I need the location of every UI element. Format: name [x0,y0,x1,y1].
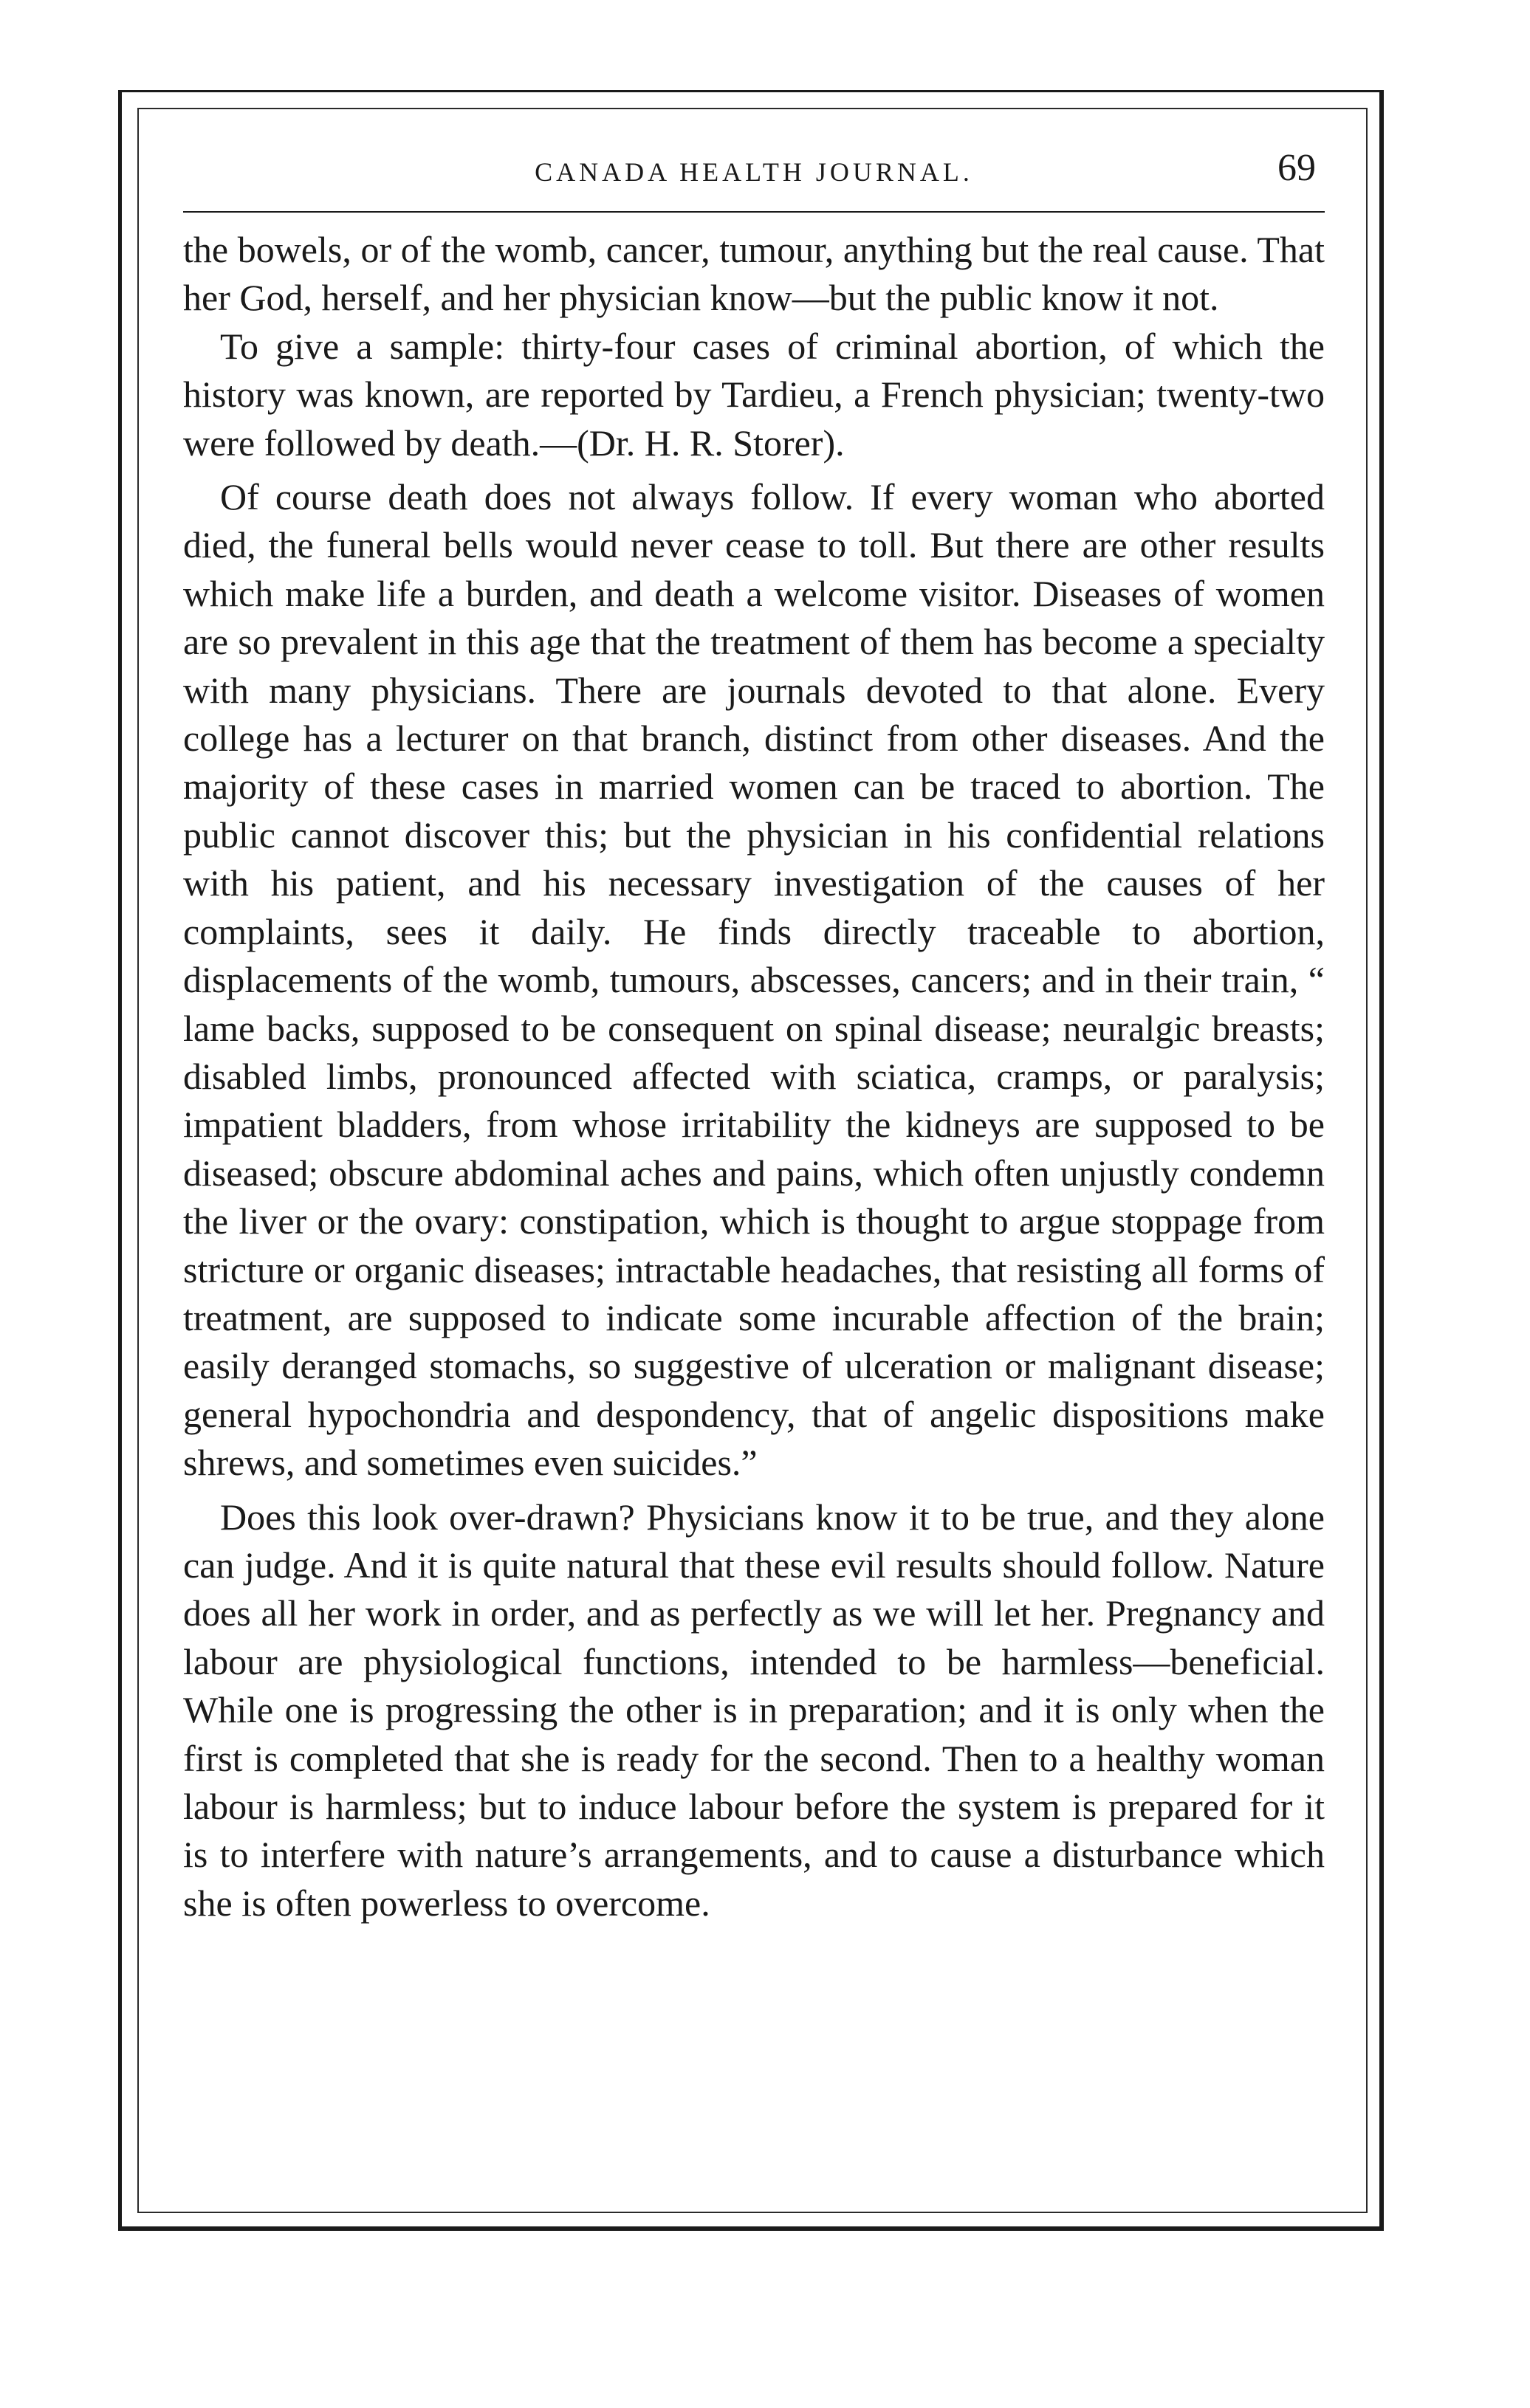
page-number: 69 [1277,147,1316,189]
journal-title: CANADA HEALTH JOURNAL. [535,157,973,187]
running-head [183,140,1325,211]
paragraph-3: Of course death does not always follow. If every woman who aborted died, the funeral bells would never cease to toll. But there are other results which make life a burden, and death a welcome visitor. Diseases of women are so prevalent in this age that the treatment of them has become a specialty with many physicians. There are journals devoted to that alone. Every college has a lecturer on that branch, distinct from other diseases. And the majority of these cases in married women can be traced to abortion. The public cannot discover this; but the physician in his confidential relations with his patient, and his necessary investigation of the causes of her complaints, sees it daily. He finds directly traceable to abortion, displacements of the womb, tumours, abscesses, cancers; and in their train, “ lame backs, supposed to be consequent on spinal disease; neuralgic breasts; disabled limbs, pronounced affected with sciatica, cramps, or paralysis; impatient bladders, from whose irritability the kidneys are supposed to be diseased; obscure abdominal aches and pains, which often unjustly condemn the liver or the ovary: constipation, which is thought to argue stoppage from stricture or organic diseases; intractable headaches, that resisting all forms of treatment, are supposed to indicate some incurable affection of the brain; easily deranged stomachs, so suggestive of ulceration or malignant disease; general hypochondria and despondency, that of angelic dispositions make shrews, and sometimes even suicides.” [183,476,1325,1484]
paragraph-2: To give a sample: thirty-four cases of criminal abortion, of which the history was known, are reported by Tardieu, a French physician; twenty-two were followed by death.—(Dr. H. R. Storer). [183,325,1325,464]
paragraph-1: the bowels, or of the womb, cancer, tumour, anything but the real cause. That her God, herself, and her physician know—but the public know it not. [183,229,1325,319]
paragraph-4: Does this look over-drawn? Physicians know it to be true, and they alone can judge. And it is quite natural that these evil results should follow. Nature does all her work in order, and as perfectly as we will let her. Pregnancy and labour are physiological functions, intended to be harmless—beneficial. While one is progressing the other is in preparation; and it is only when the first is completed that she is ready for the second. Then to a healthy woman labour is harmless; but to induce labour before the system is prepared for it is to interfere with nature’s arrangements, and to cause a disturbance which she is often powerless to overcome. [183,1496,1325,1924]
page-content [183,140,1325,1927]
header-rule [183,211,1325,213]
